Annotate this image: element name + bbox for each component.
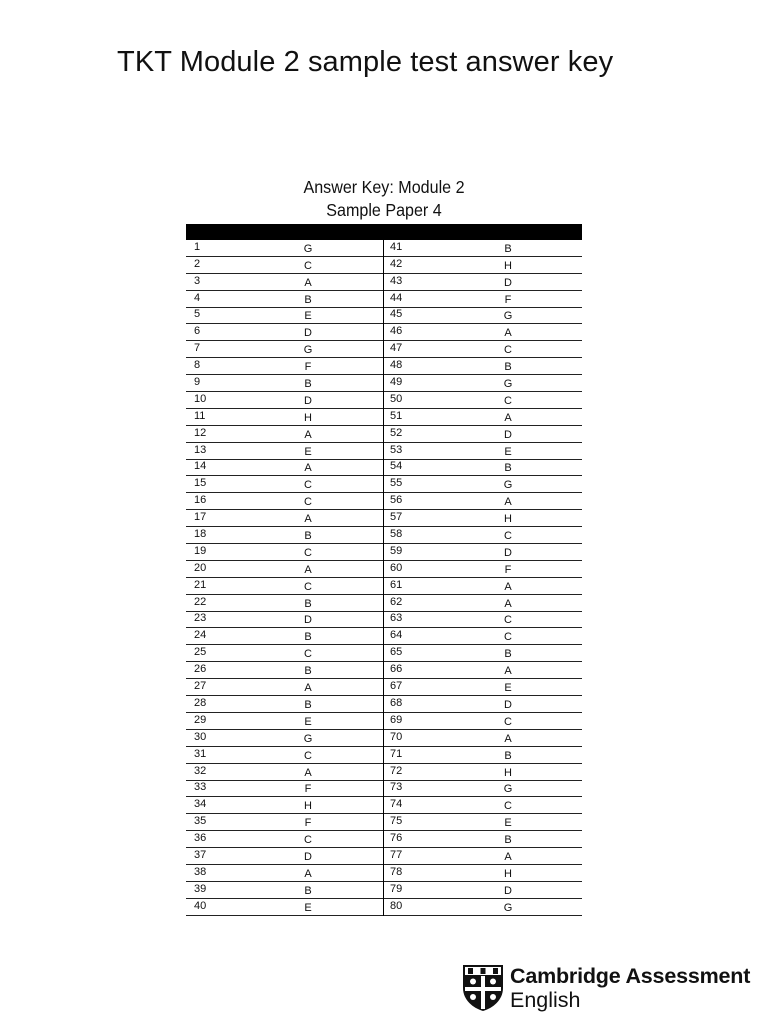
table-row (384, 476, 582, 493)
question-number: 16 (194, 494, 207, 507)
cambridge-logo (462, 964, 750, 1017)
question-number: 46 (390, 325, 403, 338)
table-row (384, 527, 582, 544)
question-number: 14 (194, 460, 207, 473)
answer-letter: B (304, 293, 312, 306)
answer-letter: A (504, 496, 512, 509)
table-row (384, 848, 582, 865)
answer-letter: B (304, 884, 312, 897)
question-number: 3 (194, 274, 201, 287)
table-row (186, 493, 383, 510)
table-row (384, 443, 582, 460)
question-number: 80 (390, 899, 403, 912)
answer-letter: A (504, 732, 512, 745)
answer-letter: C (504, 631, 512, 644)
question-number: 30 (194, 730, 207, 743)
answer-letter: B (304, 665, 312, 678)
table-row (186, 595, 383, 612)
table-row (384, 358, 582, 375)
answer-letter: A (304, 513, 312, 526)
table-row (186, 291, 383, 308)
answer-letter: B (304, 378, 312, 391)
question-number: 68 (390, 696, 403, 709)
question-number: 65 (390, 646, 403, 659)
answer-letter: A (304, 563, 312, 576)
table-row (186, 443, 383, 460)
answer-letter: C (504, 715, 512, 728)
answer-column-1-40 (186, 240, 384, 916)
question-number: 2 (194, 257, 201, 270)
answer-letter: B (304, 631, 312, 644)
answer-letter: F (304, 783, 312, 796)
answer-letter: C (304, 479, 312, 492)
question-number: 18 (194, 528, 207, 541)
question-number: 52 (390, 426, 403, 439)
table-row (384, 544, 582, 561)
question-number: 69 (390, 713, 403, 726)
table-row (186, 797, 383, 814)
answer-letter: E (504, 817, 512, 830)
answer-table (186, 224, 582, 916)
question-number: 63 (390, 612, 403, 625)
answer-letter: D (304, 850, 312, 863)
answer-letter: B (304, 597, 312, 610)
table-row (384, 882, 582, 899)
question-number: 9 (194, 376, 201, 389)
answer-letter: C (304, 834, 312, 847)
question-number: 29 (194, 713, 207, 726)
answer-letter: F (304, 817, 312, 830)
question-number: 48 (390, 359, 403, 372)
table-row (186, 713, 383, 730)
question-number: 31 (194, 747, 207, 760)
answer-letter: B (504, 242, 512, 255)
answer-letter: A (504, 327, 512, 340)
table-row (384, 814, 582, 831)
table-row (186, 747, 383, 764)
table-row (384, 628, 582, 645)
question-number: 19 (194, 544, 207, 557)
answer-letter: A (304, 428, 312, 441)
table-row (186, 612, 383, 629)
answer-letter: C (504, 344, 512, 357)
question-number: 4 (194, 291, 201, 304)
answer-letter: E (504, 445, 512, 458)
table-row (384, 645, 582, 662)
answer-letter: D (304, 327, 312, 340)
answer-letter: A (304, 682, 312, 695)
table-row (384, 426, 582, 443)
question-number: 27 (194, 680, 207, 693)
answer-letter: H (504, 766, 512, 779)
table-row (186, 324, 383, 341)
table-row (384, 375, 582, 392)
question-number: 49 (390, 376, 403, 389)
answer-letter: B (304, 530, 312, 543)
question-number: 13 (194, 443, 207, 456)
question-number: 12 (194, 426, 207, 439)
question-number: 37 (194, 848, 207, 861)
answer-letter: G (303, 732, 313, 745)
question-number: 6 (194, 325, 201, 338)
table-row (186, 308, 383, 325)
table-row (384, 324, 582, 341)
answer-letter: C (504, 394, 512, 407)
cambridge-shield-icon (462, 964, 504, 1017)
table-row (186, 679, 383, 696)
question-number: 50 (390, 392, 403, 405)
answer-letter: C (504, 530, 512, 543)
table-row (384, 747, 582, 764)
answer-letter: G (503, 901, 513, 914)
answer-key-subtitle: Sample Paper 4 (326, 200, 442, 220)
answer-letter: D (504, 546, 512, 559)
answer-letter: E (304, 901, 312, 914)
question-number: 64 (390, 629, 403, 642)
question-number: 24 (194, 629, 207, 642)
answer-letter: D (504, 276, 512, 289)
answer-letter: A (504, 411, 512, 424)
table-row (186, 730, 383, 747)
question-number: 75 (390, 815, 403, 828)
question-number: 72 (390, 764, 403, 777)
answer-letter: G (303, 344, 313, 357)
table-row (186, 510, 383, 527)
answer-letter: H (304, 411, 312, 424)
question-number: 32 (194, 764, 207, 777)
answer-letter: A (504, 850, 512, 863)
question-number: 67 (390, 680, 403, 693)
table-row (186, 240, 383, 257)
answer-letter: G (503, 479, 513, 492)
answer-letter: D (504, 884, 512, 897)
answer-letter: E (304, 445, 312, 458)
table-row (186, 358, 383, 375)
question-number: 41 (390, 240, 403, 253)
question-number: 36 (194, 832, 207, 845)
question-number: 33 (194, 781, 207, 794)
answer-letter: C (304, 259, 312, 272)
question-number: 61 (390, 578, 403, 591)
table-row (384, 781, 582, 798)
table-row (186, 392, 383, 409)
answer-letter: H (504, 259, 512, 272)
table-row (384, 764, 582, 781)
table-row (186, 831, 383, 848)
logo-line-2: English (510, 988, 581, 1012)
question-number: 51 (390, 409, 403, 422)
question-number: 43 (390, 274, 403, 287)
table-header-bar (186, 224, 582, 240)
question-number: 1 (194, 240, 201, 253)
question-number: 77 (390, 848, 403, 861)
answer-letter: H (304, 800, 312, 813)
question-number: 59 (390, 544, 403, 557)
question-number: 26 (194, 663, 207, 676)
answer-letter: G (503, 310, 513, 323)
question-number: 76 (390, 832, 403, 845)
table-row (186, 257, 383, 274)
question-number: 57 (390, 511, 403, 524)
question-number: 70 (390, 730, 403, 743)
question-number: 44 (390, 291, 403, 304)
answer-letter: A (504, 597, 512, 610)
table-row (384, 865, 582, 882)
question-number: 38 (194, 865, 207, 878)
page-title: TKT Module 2 sample test answer key (117, 46, 614, 78)
question-number: 54 (390, 460, 403, 473)
table-row (186, 544, 383, 561)
table-row (186, 781, 383, 798)
table-row (384, 392, 582, 409)
question-number: 25 (194, 646, 207, 659)
question-number: 17 (194, 511, 207, 524)
answer-column-41-80 (384, 240, 582, 916)
answer-letter: D (304, 394, 312, 407)
answer-letter: A (304, 766, 312, 779)
table-row (384, 696, 582, 713)
question-number: 78 (390, 865, 403, 878)
table-row (384, 578, 582, 595)
table-row (384, 662, 582, 679)
table-row (186, 696, 383, 713)
table-row (186, 426, 383, 443)
answer-letter: C (504, 614, 512, 627)
table-row (384, 713, 582, 730)
logo-wordmark (510, 964, 750, 1012)
answer-letter: H (504, 867, 512, 880)
answer-letter: F (504, 293, 512, 306)
answer-letter: C (304, 749, 312, 762)
answer-letter: D (304, 614, 312, 627)
answer-letter: A (504, 665, 512, 678)
answer-letter: G (503, 783, 513, 796)
table-row (384, 561, 582, 578)
table-row (186, 628, 383, 645)
table-row (186, 865, 383, 882)
question-number: 62 (390, 595, 403, 608)
question-number: 11 (194, 409, 206, 422)
question-number: 53 (390, 443, 403, 456)
table-row (186, 476, 383, 493)
answer-letter: C (304, 648, 312, 661)
logo-line-1: Cambridge Assessment (510, 964, 751, 988)
table-row (186, 899, 383, 916)
question-number: 7 (194, 342, 201, 355)
table-row (384, 257, 582, 274)
question-number: 79 (390, 882, 403, 895)
answer-key-heading (186, 176, 582, 222)
question-number: 66 (390, 663, 403, 676)
question-number: 45 (390, 308, 403, 321)
table-row (186, 561, 383, 578)
table-row (384, 409, 582, 426)
table-row (186, 341, 383, 358)
answer-letter: G (303, 242, 313, 255)
question-number: 34 (194, 798, 207, 811)
table-row (384, 341, 582, 358)
question-number: 8 (194, 359, 201, 372)
question-number: 42 (390, 257, 403, 270)
answer-letter: G (503, 378, 513, 391)
table-row (384, 831, 582, 848)
answer-letter: C (304, 546, 312, 559)
table-row (384, 291, 582, 308)
answer-letter: B (504, 648, 512, 661)
table-row (186, 527, 383, 544)
answer-letter: D (504, 428, 512, 441)
table-row (186, 375, 383, 392)
question-number: 74 (390, 798, 403, 811)
table-row (186, 274, 383, 291)
table-row (384, 493, 582, 510)
question-number: 5 (194, 308, 201, 321)
table-row (384, 679, 582, 696)
table-row (186, 848, 383, 865)
table-row (384, 595, 582, 612)
table-row (384, 240, 582, 257)
table-row (186, 409, 383, 426)
answer-letter: H (504, 513, 512, 526)
answer-letter: D (504, 698, 512, 711)
answer-letter: A (504, 580, 512, 593)
question-number: 56 (390, 494, 403, 507)
table-row (186, 662, 383, 679)
table-row (384, 730, 582, 747)
question-number: 39 (194, 882, 207, 895)
question-number: 21 (194, 578, 207, 591)
question-number: 35 (194, 815, 207, 828)
answer-letter: B (504, 749, 512, 762)
question-number: 23 (194, 612, 207, 625)
answer-letter: B (504, 462, 512, 475)
question-number: 15 (194, 477, 207, 490)
answer-letter: A (304, 462, 312, 475)
answer-letter: E (504, 682, 512, 695)
question-number: 58 (390, 528, 403, 541)
table-row (186, 578, 383, 595)
table-row (186, 460, 383, 477)
answer-letter: C (304, 580, 312, 593)
question-number: 55 (390, 477, 403, 490)
question-number: 71 (390, 747, 403, 760)
answer-letter: A (304, 867, 312, 880)
question-number: 22 (194, 595, 207, 608)
answer-letter: F (504, 563, 512, 576)
table-row (186, 814, 383, 831)
table-row (186, 645, 383, 662)
table-columns (186, 240, 582, 916)
answer-letter: C (304, 496, 312, 509)
table-row (384, 612, 582, 629)
question-number: 40 (194, 899, 207, 912)
question-number: 10 (194, 392, 207, 405)
answer-letter: B (304, 698, 312, 711)
table-row (384, 274, 582, 291)
answer-letter: C (504, 800, 512, 813)
answer-letter: E (304, 310, 312, 323)
question-number: 28 (194, 696, 207, 709)
table-row (384, 308, 582, 325)
table-row (186, 764, 383, 781)
answer-letter: E (304, 715, 312, 728)
table-row (384, 510, 582, 527)
table-row (384, 899, 582, 916)
answer-letter: F (304, 361, 312, 374)
question-number: 47 (390, 342, 403, 355)
table-row (384, 797, 582, 814)
table-row (384, 460, 582, 477)
question-number: 73 (390, 781, 403, 794)
question-number: 20 (194, 561, 207, 574)
answer-letter: B (504, 361, 512, 374)
answer-letter: B (504, 834, 512, 847)
answer-letter: A (304, 276, 312, 289)
answer-key-title: Answer Key: Module 2 (303, 177, 465, 197)
table-row (186, 882, 383, 899)
question-number: 60 (390, 561, 403, 574)
